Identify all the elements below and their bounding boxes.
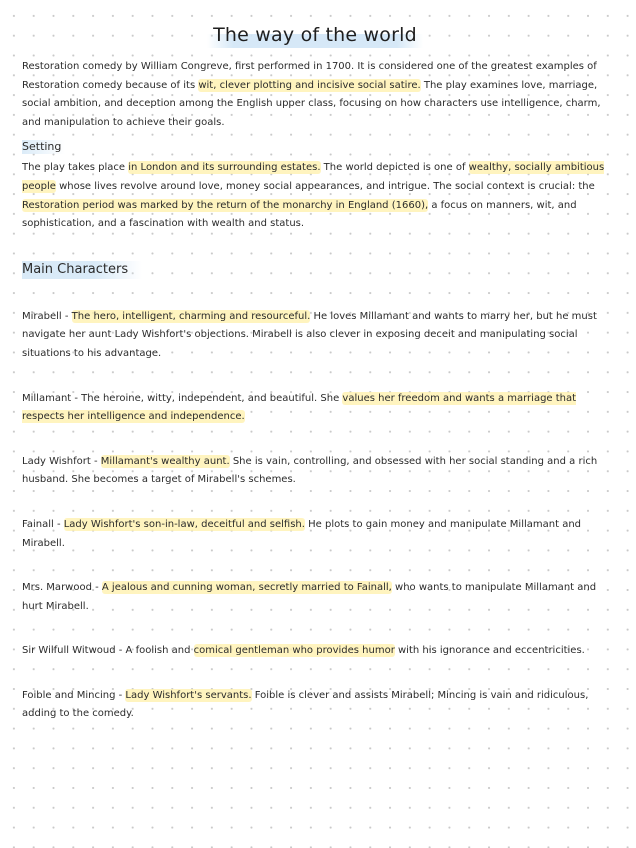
character-desc-2: Foible is clever and assists Mirabell; Mincing is vain and ridiculous, adding to the comedy. bbox=[22, 689, 589, 720]
character-foible-and-mincing bbox=[22, 687, 608, 724]
character-desc-1: - The heroine, witty, independent, and beautiful. She bbox=[71, 392, 343, 404]
character-fainall bbox=[22, 516, 608, 553]
character-desc-1: - bbox=[91, 582, 102, 594]
note-page bbox=[22, 20, 608, 724]
intro-text-2: The play examines love, marriage, social ambition, and deception among the English upper class, focusing on how characters use intelligence, charm, and manipulation to achieve their goals. bbox=[22, 79, 601, 128]
character-mirabell bbox=[22, 308, 608, 364]
character-name: Fainall bbox=[22, 518, 54, 530]
character-desc-1: - bbox=[61, 310, 72, 322]
setting-text-2: The world depicted is one of bbox=[320, 162, 469, 174]
main-characters-heading-text: Main Characters bbox=[22, 261, 142, 279]
character-mrs-marwood bbox=[22, 579, 608, 616]
main-characters-heading bbox=[22, 260, 608, 280]
character-lady-wishfort bbox=[22, 453, 608, 490]
character-desc-1: - bbox=[90, 455, 101, 467]
setting-text-4: a focus on manners, wit, and sophistication, and a fascination with wealth and status. bbox=[22, 199, 577, 230]
setting-text-1: The play takes place bbox=[22, 162, 129, 174]
setting-text-3: whose lives revolve around love, money social appearances, and intrigue. The social context is crucial: the bbox=[55, 180, 595, 192]
character-list bbox=[22, 308, 608, 724]
character-desc-1: - A foolish and bbox=[115, 645, 194, 657]
character-desc-1: - bbox=[53, 518, 64, 530]
character-millamant bbox=[22, 390, 608, 427]
setting-highlight-2: wealthy, socially ambitious people bbox=[22, 162, 605, 192]
character-sir-wilfull-witwoud bbox=[22, 642, 608, 661]
character-highlight: Lady Wishfort's son-in-law, deceitful and selfish. bbox=[63, 518, 305, 530]
character-highlight: The hero, intelligent, charming and resourceful. bbox=[71, 310, 311, 322]
setting-highlight-1: in London and its surrounding estates. bbox=[128, 162, 321, 174]
character-name: Lady Wishfort bbox=[22, 455, 91, 467]
character-highlight: Millamant's wealthy aunt. bbox=[100, 455, 230, 467]
setting-label-text: Setting bbox=[22, 140, 65, 154]
character-highlight: A jealous and cunning woman, secretly married to Fainall, bbox=[101, 582, 392, 594]
character-desc-1: - bbox=[115, 689, 126, 701]
character-highlight: comical gentleman who provides humor bbox=[193, 645, 395, 657]
page-title: The way of the world bbox=[207, 24, 423, 48]
character-highlight: Lady Wishfort's servants. bbox=[125, 689, 252, 701]
character-name: Foible and Mincing bbox=[22, 689, 116, 701]
intro-paragraph bbox=[22, 58, 608, 132]
character-name: Sir Wilfull Witwoud bbox=[22, 645, 116, 657]
setting-paragraph bbox=[22, 159, 608, 233]
character-name: Mirabell bbox=[22, 310, 62, 322]
character-desc-2: She is vain, controlling, and obsessed with her social standing and a rich husband. She becomes a target of Mirabell's schemes. bbox=[22, 455, 598, 486]
character-desc-2: who wants to manipulate Millamant and hurt Mirabell. bbox=[22, 582, 597, 612]
intro-highlight: wit, clever plotting and incisive social satire. bbox=[198, 79, 421, 91]
character-desc-2: He plots to gain money and manipulate Millamant and Mirabell. bbox=[22, 518, 582, 549]
title-wrap bbox=[22, 24, 608, 48]
character-desc-2: He loves Millamant and wants to marry her, but he must navigate her aunt Lady Wishfort's objections. Mirabell is also clever in exposing deceit and manipulating social situations to his advantage. bbox=[22, 310, 597, 359]
character-name: Millamant bbox=[22, 392, 72, 404]
character-name: Mrs. Marwood bbox=[22, 582, 92, 594]
setting-label bbox=[22, 138, 608, 156]
intro-text-1: Restoration comedy by William Congreve, first performed in 1700. It is considered one of the greatest examples of Restoration comedy because of its bbox=[22, 61, 597, 91]
setting-highlight-3: Restoration period was marked by the return of the monarchy in England (1660), bbox=[22, 199, 429, 211]
character-desc-2: with his ignorance and eccentricities. bbox=[394, 645, 585, 657]
character-highlight: values her freedom and wants a marriage that respects her intelligence and independence. bbox=[22, 392, 577, 423]
